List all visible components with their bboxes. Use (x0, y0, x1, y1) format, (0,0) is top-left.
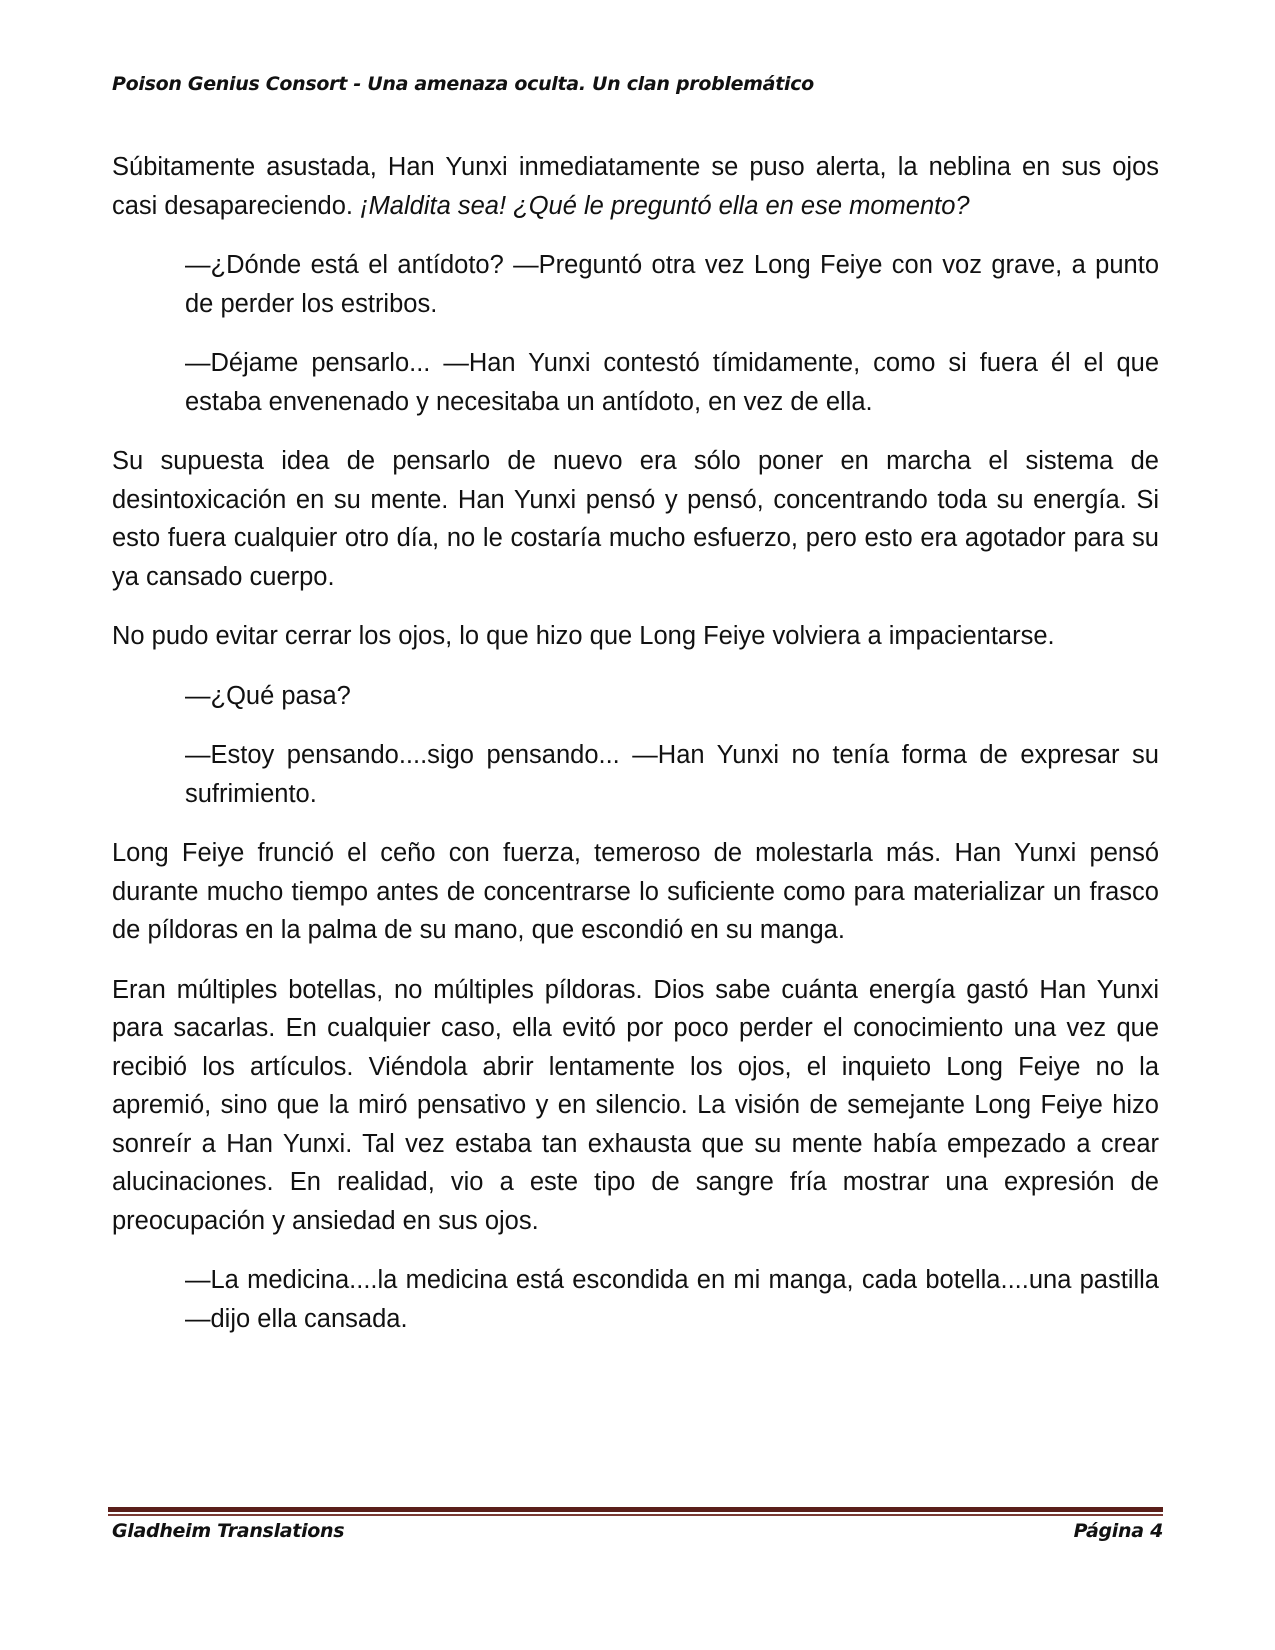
paragraph-italic-text: ¡Maldita sea! ¿Qué le preguntó ella en ese momento? (360, 191, 970, 220)
dialogue-paragraph: —Déjame pensarlo... —Han Yunxi contestó tímidamente, como si fuera él el que estaba envenenado y necesitaba un antídoto, en vez de ella. (185, 349, 1159, 416)
paragraph: No pudo evitar cerrar los ojos, lo que hizo que Long Feiye volviera a impacientarse. (112, 622, 1055, 650)
paragraph (112, 148, 1159, 225)
running-header: Poison Genius Consort - Una amenaza oculta. Un clan problemático (112, 73, 814, 95)
paragraph: Su supuesta idea de pensarlo de nuevo era sólo poner en marcha el sistema de desintoxicación en su mente. Han Yunxi pensó y pensó, concentrando toda su energía. Si esto fuera cualquier otro día, no le costaría mucho esfuerzo, pero esto era agotador para su ya cansado cuerpo. (112, 447, 1159, 591)
footer-rule-thick (108, 1507, 1163, 1512)
footer-publisher: Gladheim Translations (112, 1520, 345, 1542)
footer-rule-thin (108, 1514, 1163, 1516)
dialogue-paragraph: —¿Dónde está el antídoto? —Preguntó otra vez Long Feiye con voz grave, a punto de perder los estribos. (185, 251, 1159, 318)
footer-page-number: Página 4 (1073, 1520, 1163, 1542)
footer-rule (108, 1507, 1163, 1516)
paragraph: Long Feiye frunció el ceño con fuerza, temeroso de molestarla más. Han Yunxi pensó durante mucho tiempo antes de concentrarse lo suficiente como para materializar un frasco de píldoras en la palma de su mano, que escondió en su manga. (112, 839, 1159, 944)
body-text (112, 148, 1159, 1359)
paragraph-text: Súbitamente asustada, Han Yunxi inmediatamente se puso alerta, la neblina en sus ojos casi desapareciendo. (112, 153, 1159, 220)
dialogue-paragraph: —Estoy pensando....sigo pensando... —Han Yunxi no tenía forma de expresar su sufrimiento. (185, 741, 1159, 808)
dialogue-paragraph: —La medicina....la medicina está escondida en mi manga, cada botella....una pastilla —dijo ella cansada. (185, 1266, 1159, 1333)
dialogue-paragraph: —¿Qué pasa? (185, 681, 351, 710)
paragraph: Eran múltiples botellas, no múltiples píldoras. Dios sabe cuánta energía gastó Han Yunxi para sacarlas. En cualquier caso, ella evitó por poco perder el conocimiento una vez que recibió los artículos. Viéndola abrir lentamente los ojos, el inquieto Long Feiye no la apremió, sino que la miró pensativo y en silencio. La visión de semejante Long Feiye hizo sonreír a Han Yunxi. Tal vez estaba tan exhausta que su mente había empezado a crear alucinaciones. En realidad, vio a este tipo de sangre fría mostrar una expresión de preocupación y ansiedad en sus ojos. (112, 975, 1159, 1235)
